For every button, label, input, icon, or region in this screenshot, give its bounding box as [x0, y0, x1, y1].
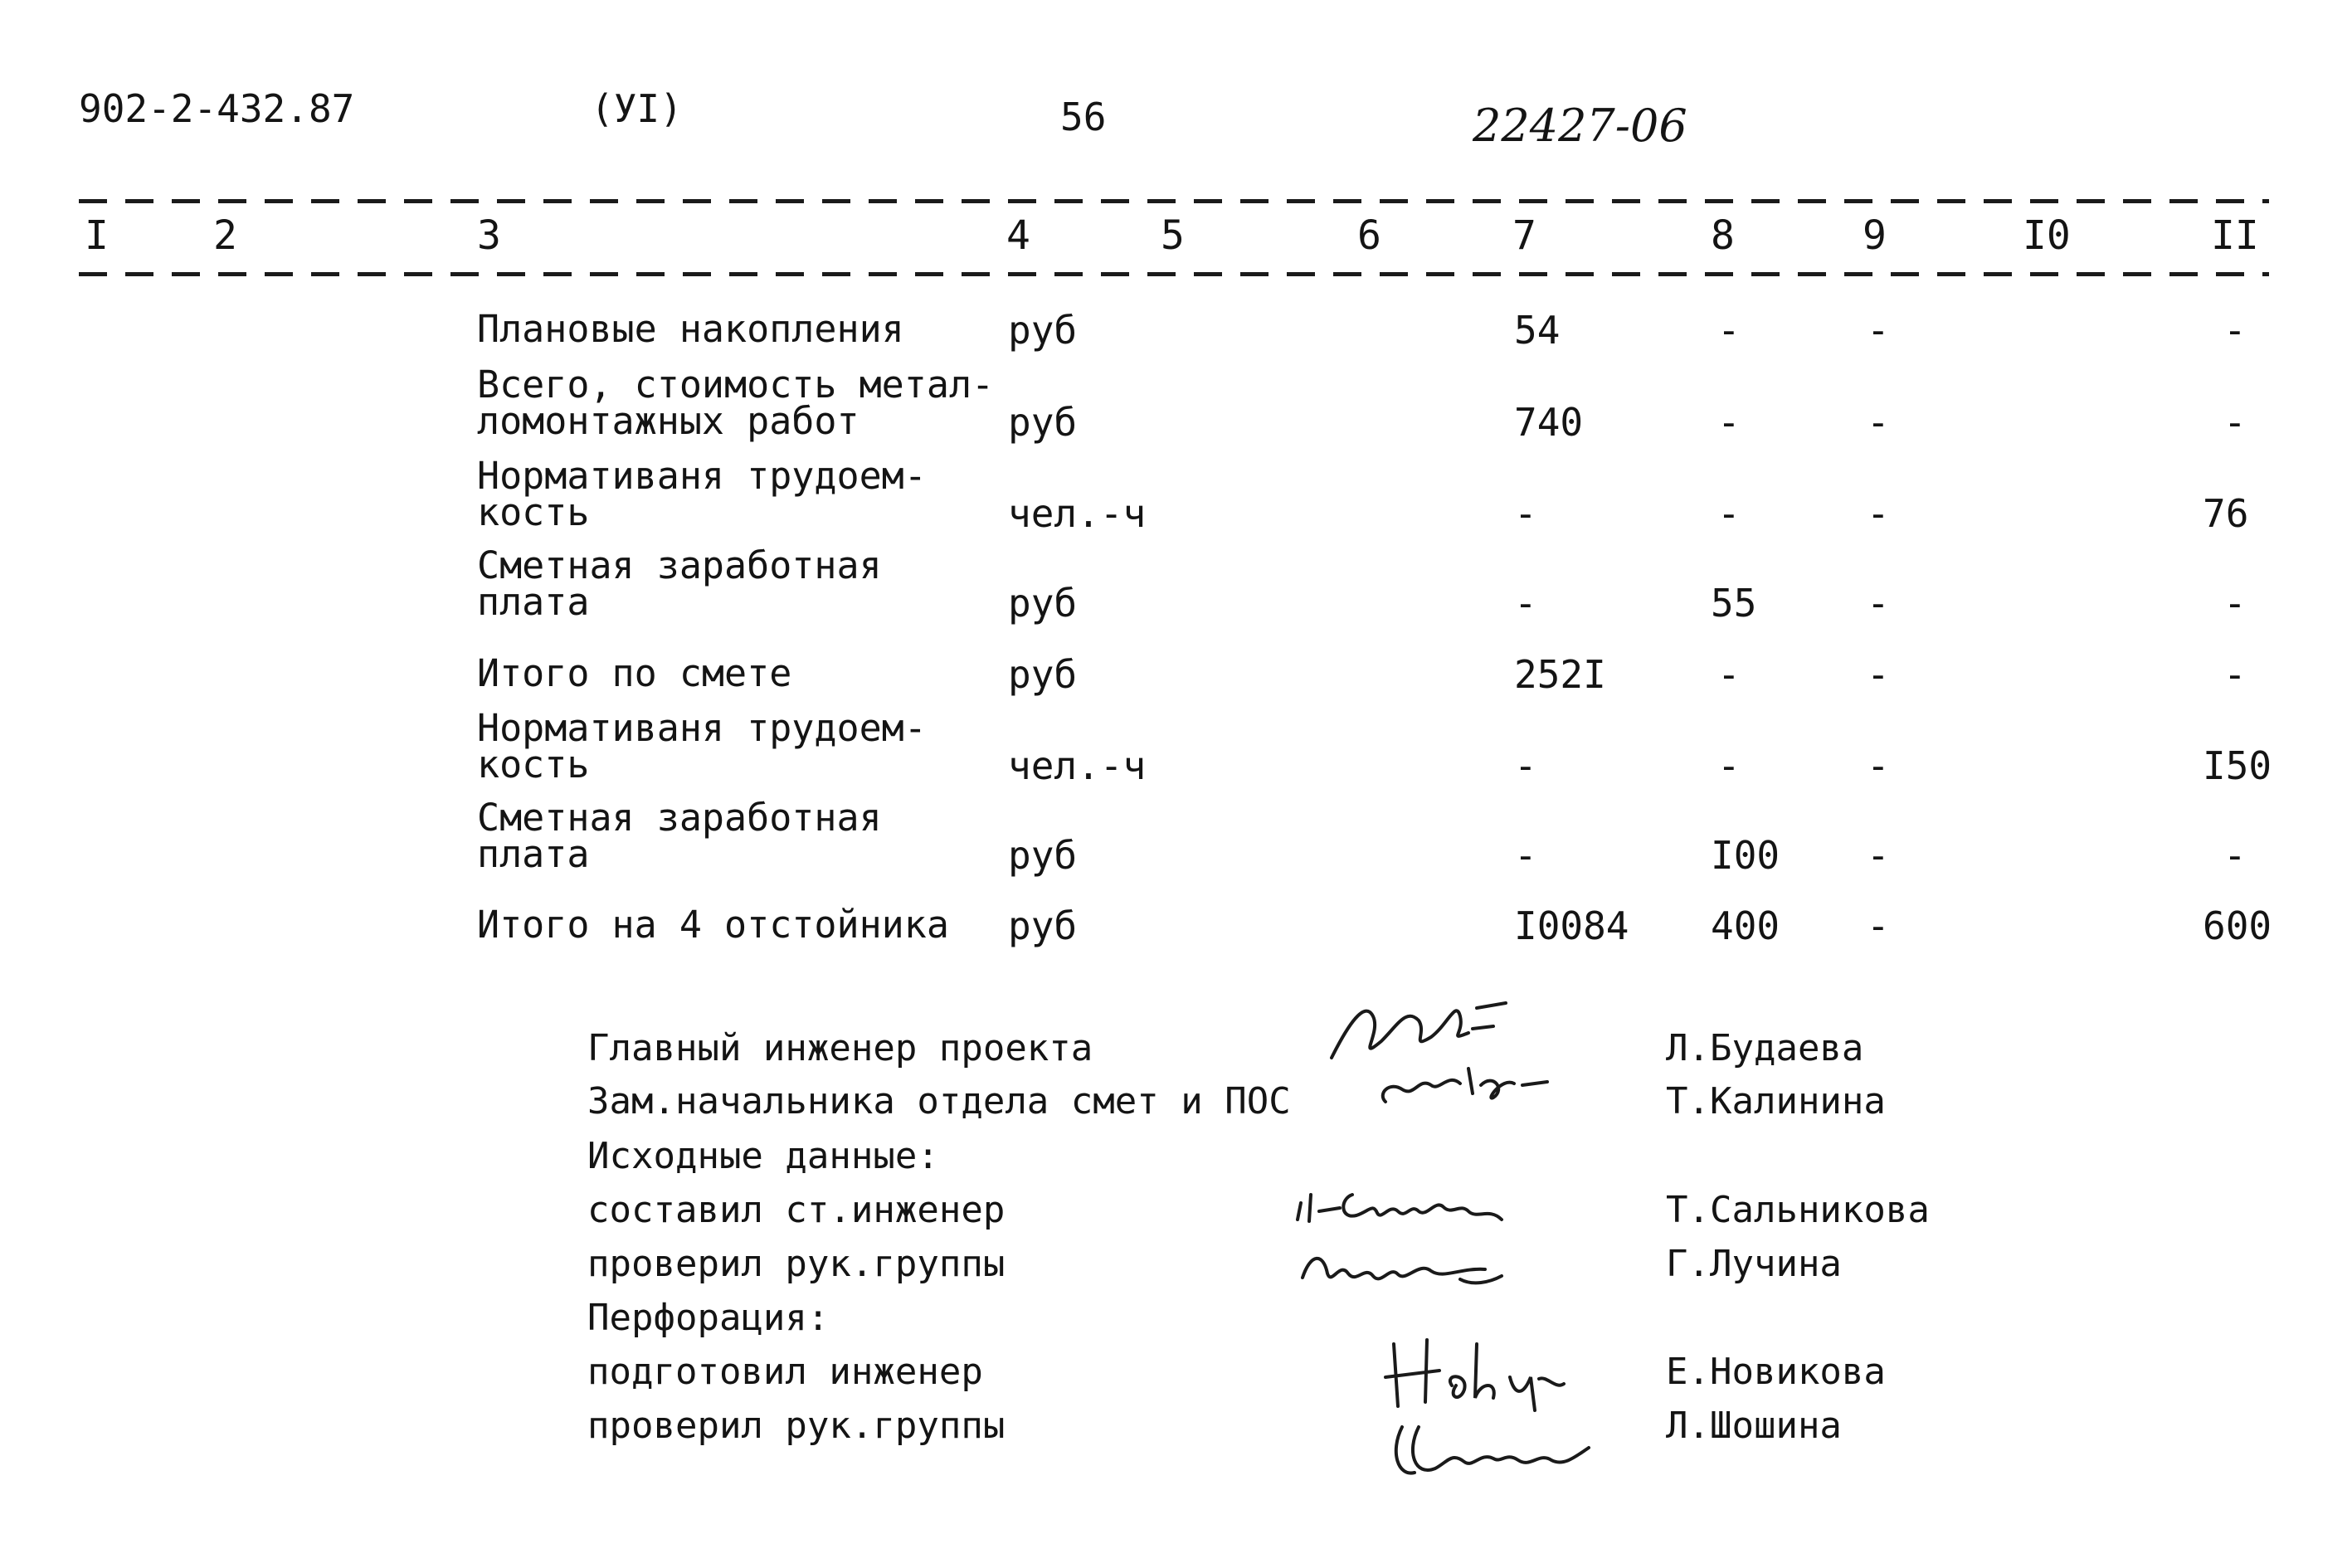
- signer-name: Л.Шошина: [1666, 1405, 1842, 1447]
- row-unit: руб: [1008, 308, 1078, 353]
- signature-role: проверил рук.группы: [587, 1243, 1006, 1285]
- row-unit: руб: [1008, 400, 1078, 445]
- row-col9: -: [1867, 400, 1890, 445]
- column-header-9: 9: [1863, 212, 1887, 259]
- row-unit: чел.-ч: [1008, 491, 1147, 536]
- signature-role: подготовил инженер: [587, 1351, 983, 1393]
- signature-section-heading: Перфорация:: [587, 1297, 830, 1339]
- row-unit: руб: [1008, 652, 1078, 697]
- row-col9: -: [1867, 903, 1890, 948]
- row-col9: -: [1867, 652, 1890, 697]
- handwritten-signature-kalinina: [1369, 1052, 1560, 1118]
- row-col7: 54: [1514, 308, 1561, 353]
- column-header-3: 3: [477, 212, 501, 259]
- column-header-10: I0: [2023, 212, 2071, 259]
- column-header-2: 2: [213, 212, 237, 259]
- signer-name: Г.Лучина: [1666, 1243, 1842, 1285]
- row-col11: I50: [2203, 743, 2272, 788]
- signature-role: составил ст.инженер: [587, 1189, 1006, 1231]
- row-col11: -: [2223, 652, 2247, 697]
- row-col9: -: [1867, 743, 1890, 788]
- row-label: Нормативаня трудоем- кость: [477, 706, 927, 786]
- column-header-5: 5: [1161, 212, 1185, 259]
- row-label: Сметная заработная плата: [477, 543, 882, 624]
- row-col8: I00: [1711, 833, 1780, 878]
- row-col8: -: [1717, 491, 1741, 536]
- row-col7: I0084: [1514, 903, 1629, 948]
- signature-section-heading: Исходные данные:: [587, 1135, 939, 1177]
- signature-role: Зам.начальника отдела смет и ПОС: [587, 1080, 1291, 1122]
- row-col11: 76: [2203, 491, 2249, 536]
- row-col11: -: [2223, 400, 2247, 445]
- row-label: Сметная заработная плата: [477, 796, 882, 876]
- handwritten-signature-salnikova: [1294, 1170, 1527, 1236]
- row-col7: 252I: [1514, 652, 1606, 697]
- row-unit: руб: [1008, 581, 1078, 626]
- handwritten-id: 22427-06: [1473, 100, 1687, 152]
- row-unit: руб: [1008, 833, 1078, 878]
- row-label: Всего, стоимость метал- ломонтажных работ: [477, 363, 995, 443]
- signature-role: Главный инженер проекта: [587, 1027, 1093, 1069]
- handwritten-signature-luchina: [1294, 1228, 1527, 1303]
- column-header-7: 7: [1512, 212, 1536, 259]
- row-unit: чел.-ч: [1008, 743, 1147, 788]
- row-unit: руб: [1008, 903, 1078, 948]
- row-col7: 740: [1514, 400, 1584, 445]
- row-col8: -: [1717, 400, 1741, 445]
- handwritten-signature-shoshina: [1385, 1410, 1609, 1493]
- signer-name: Т.Калинина: [1666, 1080, 1886, 1122]
- row-col9: -: [1867, 581, 1890, 626]
- page-number: 56: [1060, 95, 1107, 139]
- signer-name: Т.Сальникова: [1666, 1189, 1930, 1231]
- row-label: Нормативаня трудоем- кость: [477, 454, 927, 534]
- row-label: Плановые накопления: [477, 307, 904, 351]
- row-col11: -: [2223, 308, 2247, 353]
- row-col8: -: [1717, 652, 1741, 697]
- header-bottom-rule: [79, 272, 2269, 276]
- column-header-11: II: [2211, 212, 2259, 259]
- row-label: Итого на 4 отстойника: [477, 903, 949, 947]
- column-header-6: 6: [1357, 212, 1381, 259]
- column-header-4: 4: [1006, 212, 1030, 259]
- doc-code: 902-2-432.87: [79, 86, 355, 131]
- row-col11: -: [2223, 833, 2247, 878]
- row-col7: -: [1514, 491, 1537, 536]
- volume-label: (УI): [591, 86, 683, 131]
- signer-name: Л.Будаева: [1666, 1027, 1864, 1069]
- column-header-8: 8: [1711, 212, 1735, 259]
- row-col11: -: [2223, 581, 2247, 626]
- row-col7: -: [1514, 743, 1537, 788]
- row-col8: 55: [1711, 581, 1757, 626]
- row-col8: 400: [1711, 903, 1780, 948]
- header-top-rule: [79, 199, 2269, 203]
- row-col9: -: [1867, 833, 1890, 878]
- signature-role: проверил рук.группы: [587, 1405, 1006, 1447]
- row-label: Итого по смете: [477, 651, 792, 695]
- handwritten-signature-novikova: [1377, 1327, 1593, 1419]
- signer-name: Е.Новикова: [1666, 1351, 1886, 1393]
- row-col8: -: [1717, 743, 1741, 788]
- row-col7: -: [1514, 833, 1537, 878]
- column-header-1: I: [85, 212, 109, 259]
- row-col9: -: [1867, 308, 1890, 353]
- row-col7: -: [1514, 581, 1537, 626]
- row-col9: -: [1867, 491, 1890, 536]
- row-col11: 600: [2203, 903, 2272, 948]
- row-col8: -: [1717, 308, 1741, 353]
